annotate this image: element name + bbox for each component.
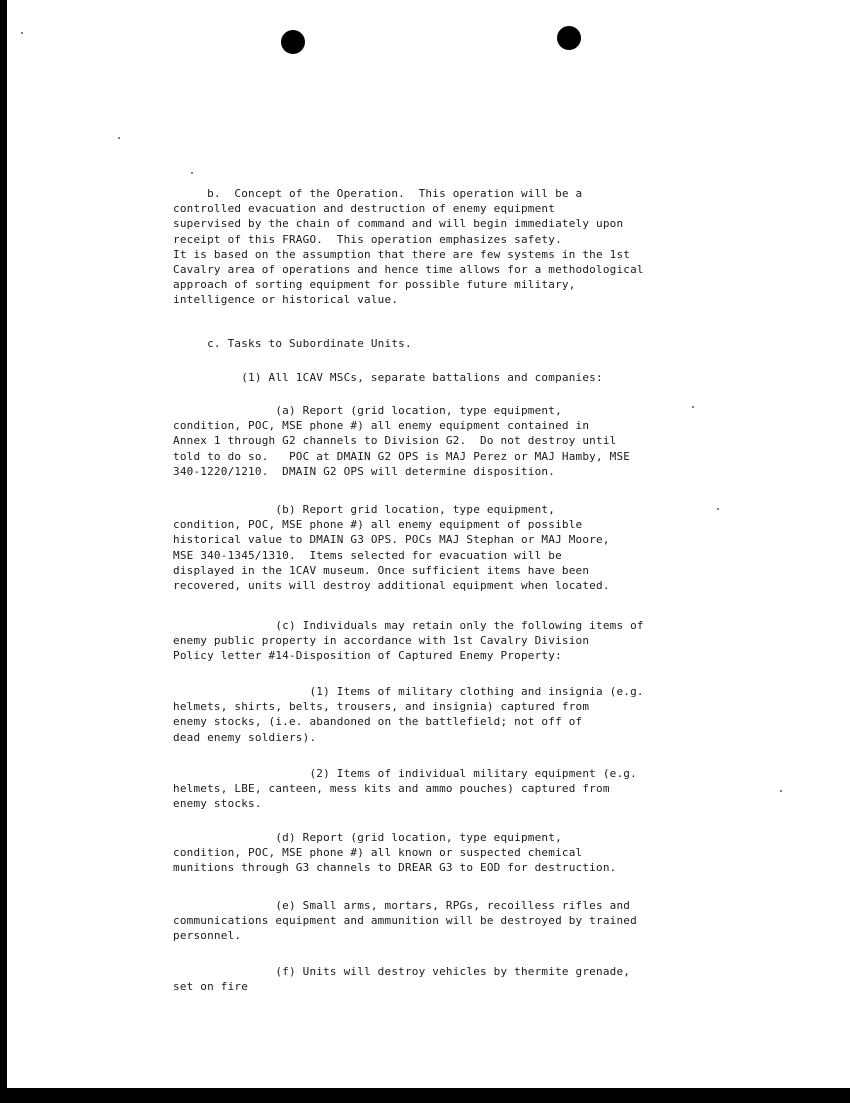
paragraph-concept-of-operation: b. Concept of the Operation. This operation will be a controlled evacuation and destruction of enemy equipment supervised by the chain of command and will begin immediately upon receipt of this FRAGO. This operation emphasizes safety. It is based on the assumption that there are few systems in the 1st Cavalry area of operations and hence time allows for a methodological approach of sorting equipment for possible future military, intelligence or historical value. <box>173 187 644 307</box>
scan-left-edge <box>0 0 7 1103</box>
paragraph-task-a-report-g2: (a) Report (grid location, type equipment, condition, POC, MSE phone #) all enemy equipment contained in Annex 1 through G2 channels to Division G2. Do not destroy until told to do so. POC at DMAIN G2 OPS is MAJ Perez or MAJ Hamby, MSE 340-1220/1210. DMAIN G2 OPS will determine disposition. <box>173 404 631 478</box>
scan-speck <box>118 137 120 139</box>
paragraph-task-e-small-arms: (e) Small arms, mortars, RPGs, recoilless rifles and communications equipment and ammunition will be destroyed by trained personnel. <box>173 899 637 943</box>
punch-hole-left <box>281 30 305 54</box>
punch-hole-right <box>557 26 581 50</box>
scan-speck <box>191 172 193 174</box>
paragraph-msc-tasks: (1) All 1CAV MSCs, separate battalions and companies: <box>173 371 603 384</box>
paragraph-task-c1-clothing: (1) Items of military clothing and insignia (e.g. helmets, shirts, belts, trousers, and insignia) captured from enemy stocks, (i.e. abandoned on the battlefield; not off of dead enemy soldiers). <box>173 685 644 744</box>
paragraph-task-c-retain-items: (c) Individuals may retain only the following items of enemy public property in accordance with 1st Cavalry Division Policy letter #14-Disposition of Captured Enemy Property: <box>173 619 644 663</box>
paragraph-task-b-report-g3: (b) Report grid location, type equipment, condition, POC, MSE phone #) all enemy equipment of possible historical value to DMAIN G3 OPS. POCs MAJ Stephan or MAJ Moore, MSE 340-1345/1310. Items selected for evacuation will be displayed in the 1CAV museum. Once sufficient items have been recovered, units will destroy additional equipment when located. <box>173 503 610 593</box>
scan-speck <box>780 790 782 792</box>
scan-bottom-edge <box>0 1088 850 1103</box>
paragraph-task-d-chemical: (d) Report (grid location, type equipment, condition, POC, MSE phone #) all known or suspected chemical munitions through G3 channels to DREAR G3 to EOD for destruction. <box>173 831 617 875</box>
scan-speck <box>717 508 719 510</box>
scan-speck <box>692 406 694 408</box>
paragraph-task-f-vehicles: (f) Units will destroy vehicles by thermite grenade, set on fire <box>173 965 631 994</box>
scan-speck <box>21 32 23 34</box>
paragraph-task-c2-equipment: (2) Items of individual military equipment (e.g. helmets, LBE, canteen, mess kits and ammo pouches) captured from enemy stocks. <box>173 767 637 811</box>
paragraph-tasks-heading: c. Tasks to Subordinate Units. <box>173 337 412 350</box>
